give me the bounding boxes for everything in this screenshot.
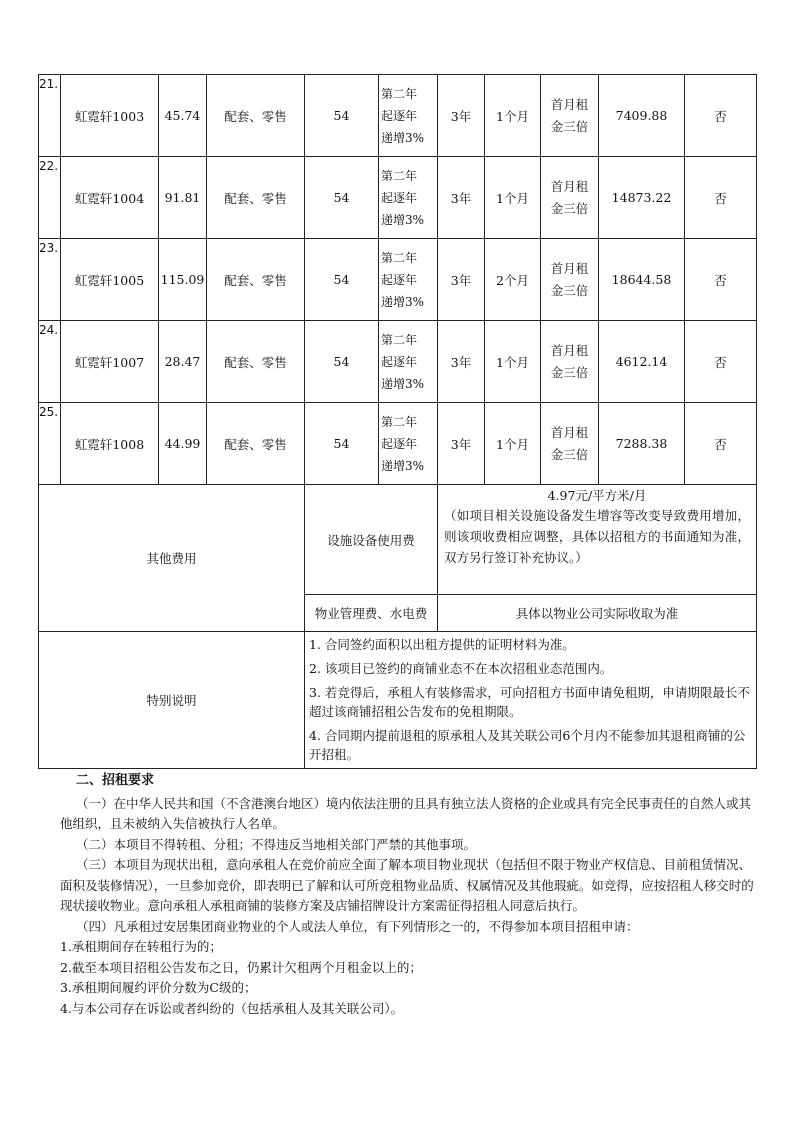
- special-note-item: 2. 该项目已签约的商铺业态不在本次招租业态范围内。: [309, 661, 613, 676]
- reserve-price: 18644.58: [599, 239, 685, 321]
- special-note-item: 3. 若竞得后，承租人有装修需求，可向招租方书面申请免租期，申请期限最长不超过该商铺招租公告发布的免租期限。: [309, 685, 750, 719]
- base-price: 54: [305, 403, 379, 485]
- other-fees-label: 其他费用: [39, 485, 305, 632]
- shop-name: 虹霓轩1008: [61, 403, 159, 485]
- increase-rule: [379, 321, 438, 403]
- shop-use: 配套、零售: [207, 157, 305, 239]
- deposit-rule: [541, 403, 599, 485]
- shop-area: 91.81: [159, 157, 207, 239]
- requirements-section: [60, 771, 760, 1019]
- increase-line: 第二年: [381, 414, 418, 429]
- table-row: [39, 157, 757, 239]
- special-note-item: 4. 合同期内提前退租的原承租人及其关联公司6个月内不能参加其退租商铺的公开招租。: [309, 728, 746, 762]
- increase-line: 递增3%: [381, 130, 425, 145]
- increase-line: 递增3%: [381, 376, 425, 391]
- row-number: 22.: [39, 157, 61, 239]
- requirement-list-item: 3.承租期间履约评价分数为C级的；: [60, 980, 257, 995]
- requirement-list-item: 1.承租期间存在转租行为的；: [60, 939, 222, 954]
- facility-fee-label: 设施设备使用费: [305, 485, 438, 595]
- deposit-line: 金三倍: [550, 118, 589, 134]
- property-fee-value: 具体以物业公司实际收取为准: [438, 595, 757, 632]
- requirement-paragraph: （四）凡承租过安居集团商业物业的个人或法人单位，有下列情形之一的，不得参加本项目招租申请：: [76, 918, 639, 934]
- increase-line: 第二年: [381, 86, 418, 101]
- flag-value: 否: [685, 157, 757, 239]
- table-row: [39, 75, 757, 157]
- deposit-line: 首月租: [550, 260, 589, 276]
- shop-use: 配套、零售: [207, 403, 305, 485]
- increase-rule: [379, 75, 438, 157]
- shop-name: 虹霓轩1007: [61, 321, 159, 403]
- requirement-paragraph: （一）在中华人民共和国（不含港澳台地区）境内依法注册的且具有独立法人资格的企业或具有完全民事责任的自然人或其他组织，且未被纳入失信被执行人名单。: [60, 795, 752, 831]
- deposit-rule: [541, 75, 599, 157]
- facility-fee-price: 4.97元/平方米/月: [547, 488, 647, 503]
- deposit-line: 首月租: [550, 178, 589, 194]
- base-price: 54: [305, 321, 379, 403]
- special-notes-label: 特别说明: [39, 632, 305, 769]
- base-price: 54: [305, 75, 379, 157]
- property-fee-label: 物业管理费、水电费: [305, 595, 438, 632]
- deposit-line: 首月租: [550, 424, 589, 440]
- shop-use: 配套、零售: [207, 75, 305, 157]
- reserve-price: 7288.38: [599, 403, 685, 485]
- flag-value: 否: [685, 321, 757, 403]
- increase-line: 起逐年: [381, 354, 418, 369]
- table-row: [39, 321, 757, 403]
- increase-line: 递增3%: [381, 458, 425, 473]
- lease-term: 3年: [438, 403, 485, 485]
- increase-line: 起逐年: [381, 272, 418, 287]
- deposit-rule: [541, 321, 599, 403]
- deposit-rule: [541, 239, 599, 321]
- deposit-line: 首月租: [550, 96, 589, 112]
- shop-name: 虹霓轩1003: [61, 75, 159, 157]
- flag-value: 否: [685, 403, 757, 485]
- requirement-list-item: 2.截至本项目招租公告发布之日，仍累计欠租两个月租金以上的；: [60, 959, 422, 975]
- shop-area: 44.99: [159, 403, 207, 485]
- deposit-line: 金三倍: [550, 200, 589, 216]
- shop-area: 28.47: [159, 321, 207, 403]
- shop-use: 配套、零售: [207, 321, 305, 403]
- increase-line: 递增3%: [381, 294, 425, 309]
- reserve-price: 4612.14: [599, 321, 685, 403]
- deposit-line: 金三倍: [550, 364, 589, 380]
- rent-free-period: 1个月: [485, 321, 541, 403]
- table-row: [39, 239, 757, 321]
- flag-value: 否: [685, 239, 757, 321]
- deposit-line: 首月租: [550, 342, 589, 358]
- base-price: 54: [305, 157, 379, 239]
- increase-line: 起逐年: [381, 108, 418, 123]
- row-number: 23.: [39, 239, 61, 321]
- lease-term: 3年: [438, 75, 485, 157]
- shop-use: 配套、零售: [207, 239, 305, 321]
- deposit-line: 金三倍: [550, 282, 589, 298]
- increase-line: 起逐年: [381, 436, 418, 451]
- facility-fee-note: （如项目相关设施设备发生增容等改变导致费用增加，则该项收费相应调整，具体以招租方的书面通知为准，双方另行签订补充协议。）: [444, 508, 750, 565]
- lease-term: 3年: [438, 239, 485, 321]
- shop-name: 虹霓轩1004: [61, 157, 159, 239]
- rent-free-period: 1个月: [485, 75, 541, 157]
- row-number: 25.: [39, 403, 61, 485]
- increase-rule: [379, 157, 438, 239]
- facility-fee-cell: [438, 485, 757, 595]
- increase-line: 起逐年: [381, 190, 418, 205]
- base-price: 54: [305, 239, 379, 321]
- row-number: 21.: [39, 75, 61, 157]
- reserve-price: 14873.22: [599, 157, 685, 239]
- special-notes-list: [305, 632, 757, 769]
- increase-line: 第二年: [381, 332, 418, 347]
- rent-free-period: 2个月: [485, 239, 541, 321]
- rent-free-period: 1个月: [485, 157, 541, 239]
- increase-rule: [379, 403, 438, 485]
- lease-table: [38, 74, 757, 769]
- table-row: [39, 403, 757, 485]
- lease-term: 3年: [438, 157, 485, 239]
- special-note-item: 1. 合同签约面积以出租方提供的证明材料为准。: [309, 637, 575, 652]
- shop-area: 115.09: [159, 239, 207, 321]
- deposit-rule: [541, 157, 599, 239]
- lease-term: 3年: [438, 321, 485, 403]
- increase-rule: [379, 239, 438, 321]
- requirement-paragraph: （二）本项目不得转租、分租；不得违反当地相关部门严禁的其他事项。: [76, 836, 477, 852]
- flag-value: 否: [685, 75, 757, 157]
- requirement-paragraph: （三）本项目为现状出租，意向承租人在竞价前应全面了解本项目物业现状（包括但不限于物业产权信息、目前租赁情况、面积及装修情况），一旦参加竞价，即表明已了解和认可所竞租物业品质、权属情况及其他瑕疵。如竞得，应按招租人移交时的现状接收物业。意向承租人承租商铺的装修方案及店铺招牌设计方案需征得招租人同意后执行。: [60, 857, 754, 913]
- increase-line: 递增3%: [381, 212, 425, 227]
- shop-name: 虹霓轩1005: [61, 239, 159, 321]
- shop-area: 45.74: [159, 75, 207, 157]
- row-number: 24.: [39, 321, 61, 403]
- deposit-line: 金三倍: [550, 446, 589, 462]
- increase-line: 第二年: [381, 168, 418, 183]
- reserve-price: 7409.88: [599, 75, 685, 157]
- requirement-list-item: 4.与本公司存在诉讼或者纠纷的（包括承租人及其关联公司）。: [60, 1000, 404, 1016]
- section-heading: 二、招租要求: [76, 773, 155, 788]
- increase-line: 第二年: [381, 250, 418, 265]
- rent-free-period: 1个月: [485, 403, 541, 485]
